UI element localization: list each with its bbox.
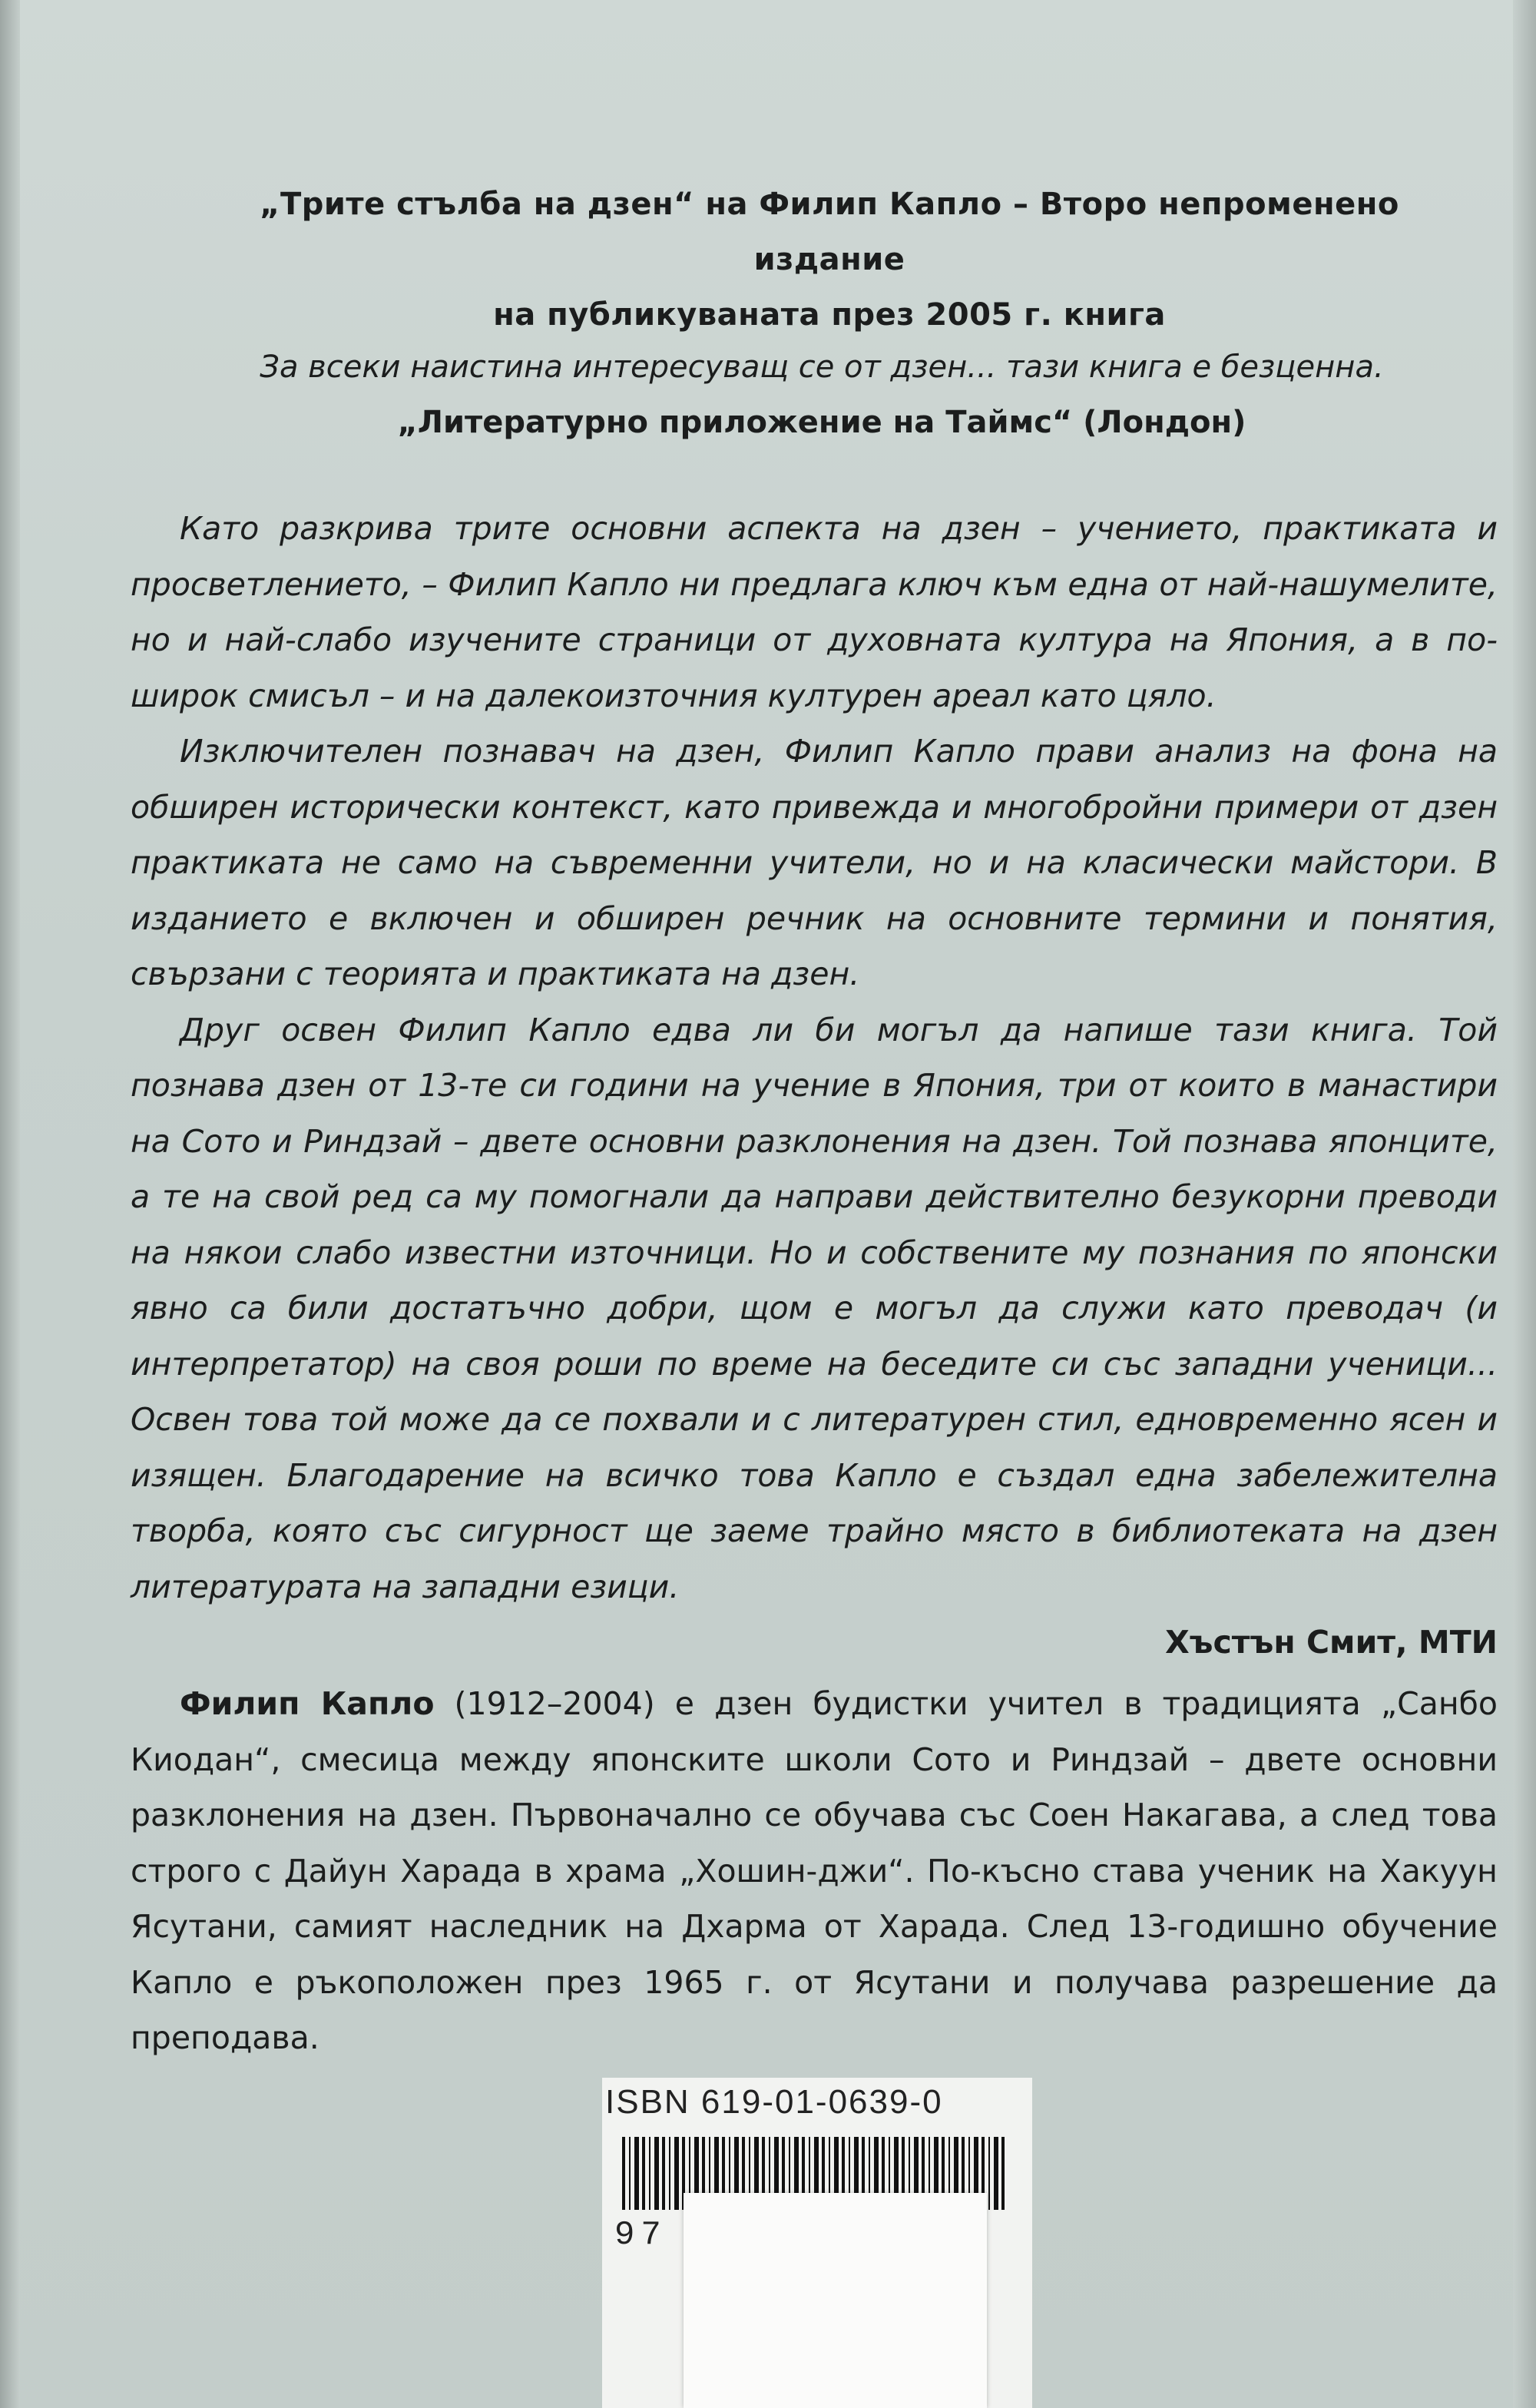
isbn-number: ISBN 619-01-0639-0 xyxy=(605,2083,943,2121)
edition-note xyxy=(230,177,1428,343)
edition-note-line-2: на публикуваната през 2005 г. книга xyxy=(493,297,1166,333)
review-text xyxy=(131,501,1498,1671)
price-sticker xyxy=(684,2193,987,2408)
cover-edge-left xyxy=(0,0,20,2408)
review-paragraph-3: Друг освен Филип Капло едва ли би могъл да напише тази книга. Той познава дзен от 13-те си години на учение в Япония, три от които в манастири на Сото и Риндзай – двете основни разклонения на дзен. Той познава японците, а те на свой ред са му помогнали да направи действително безукорни преводи на някои слабо известни източници. Но и собствените му познания по японски явно са били достатъчно добри, щом е могъл да служи като преводач (и интерпретатор) на своя роши по време на беседите си със западни ученици... Освен това той може да се похвали и с литературен стил, едновременно ясен и изящен. Благодарение на всичко това Капло е създал една забележителна творба, която със сигурност ще заеме трайно място в библиотеката на дзен литературата на западни езици. xyxy=(131,1011,1498,1605)
epigraph-source: „Литературно приложение на Таймс“ (Лондон) xyxy=(397,405,1246,440)
edition-note-line-1: „Трите стълба на дзен“ на Филип Капло – Второ непроменено издание xyxy=(260,187,1399,277)
author-bio-text: (1912–2004) е дзен будистки учител в традицията „Санбо Киодан“, смесица между японските школи Сото и Риндзай – двете основни разклонения на дзен. Първоначално се обучава със Соен Накагава, а след това строго с Дайун Харада в храма „Хошин-джи“. По-късно става ученик на Хакуун Ясутани, самият наследник на Дхарма от Харада. След 13-годишно обучение Капло е ръкоположен през 1965 г. от Ясутани и получава разрешение да преподава. xyxy=(131,1685,1498,2056)
epigraph-quote: За всеки наистина интересуващ се от дзен... тази книга е безценна. xyxy=(260,349,1384,385)
author-bio-paragraph xyxy=(131,1676,1498,2066)
review-signature: Хъстън Смит, МТИ xyxy=(1165,1624,1498,1661)
barcode-digits: 97 xyxy=(614,2216,667,2254)
review-paragraph-1: Като разкрива трите основни аспекта на дзен – учението, практиката и просветлението, – Филип Капло ни предлага ключ към една от най-нашумелите, но и най-слабо изучените страници от духовната култура на Япония, а в по-широк смисъл – и на далекоизточния културен ареал като цяло. xyxy=(131,510,1498,714)
author-bio xyxy=(131,1676,1498,2066)
author-name: Филип Капло xyxy=(180,1685,435,1722)
review-paragraph-2: Изключителен познавач на дзен, Филип Капло прави анализ на фона на обширен исторически контекст, като привежда и многобройни примери от дзен практиката не само на съвременни учители, но и на класически майстори. В изданието е включен и обширен речник на основните термини и понятия, свързани с теорията и практиката на дзен. xyxy=(131,733,1498,992)
cover-edge-right xyxy=(1513,0,1536,2408)
epigraph xyxy=(230,340,1413,450)
